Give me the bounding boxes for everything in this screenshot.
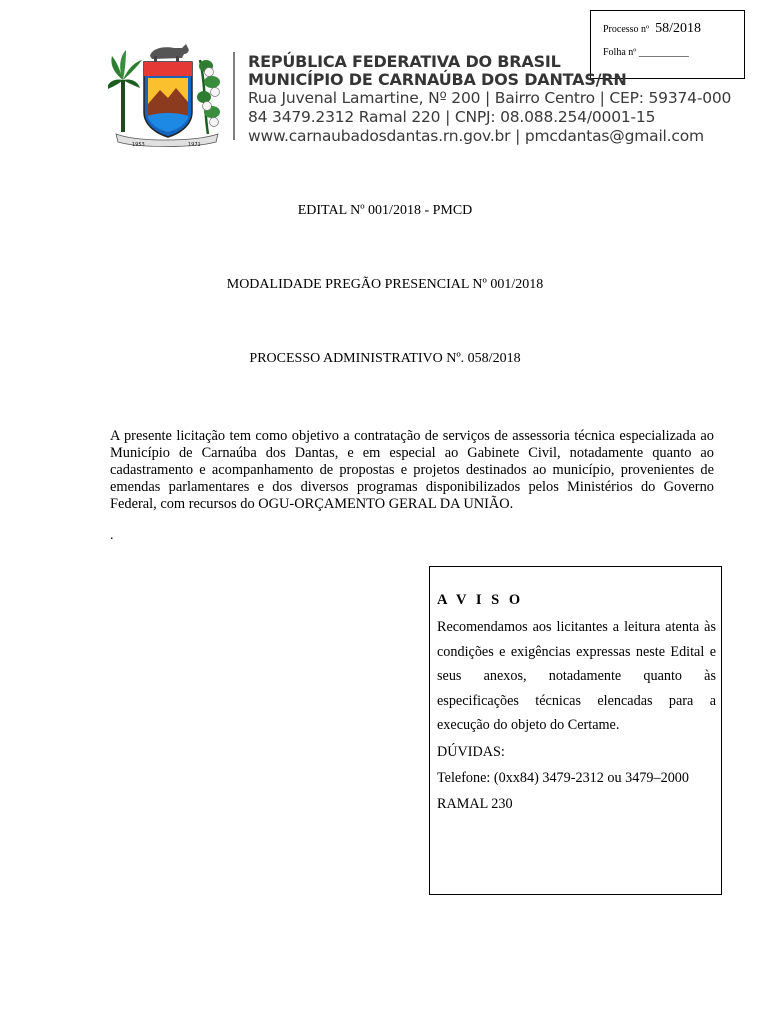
letterhead-municipality: MUNICÍPIO DE CARNAÚBA DOS DANTAS/RN — [248, 70, 627, 89]
modalidade-title: MODALIDADE PREGÃO PRESENCIAL Nº 001/2018 — [226, 277, 544, 292]
processo-title: PROCESSO ADMINISTRATIVO Nº. 058/2018 — [249, 351, 521, 366]
crest-year-left: 1953 — [132, 142, 145, 148]
trailing-dot: . — [110, 528, 114, 543]
municipal-crest-logo — [108, 42, 224, 150]
letterhead-website-email: www.carnaubadosdantas.rn.gov.br | pmcdantas@gmail.com — [248, 127, 704, 145]
aviso-title: A V I S O — [437, 592, 524, 608]
cotton-branch-icon — [197, 60, 220, 134]
aviso-text: Recomendamos aos licitantes a leitura atenta às condições e exigências expressas neste Edital e seus anexos, notadamente quanto às especificações técnicas elencadas para a execução do objeto do Certame. — [437, 619, 716, 733]
process-number: 58/2018 — [655, 21, 702, 36]
aviso-content — [437, 592, 716, 816]
folha-label: Folha nº __________ — [603, 47, 689, 58]
bull-icon — [150, 44, 189, 62]
process-number-line — [603, 19, 701, 37]
crest-year-right: 1971 — [188, 142, 201, 148]
letterhead — [248, 53, 731, 146]
edital-title: EDITAL Nº 001/2018 - PMCD — [297, 203, 473, 218]
letterhead-phone-cnpj: 84 3479.2312 Ramal 220 | CNPJ: 08.088.254/0001-15 — [248, 108, 656, 126]
aviso-ramal: RAMAL 230 — [437, 795, 513, 812]
aviso-box — [429, 566, 722, 895]
shield-icon — [144, 62, 192, 137]
letterhead-republic: REPÚBLICA FEDERATIVA DO BRASIL — [248, 52, 561, 71]
aviso-telefone: Telefone: (0xx84) 3479-2312 ou 3479–2000 — [437, 769, 689, 786]
aviso-duvidas: DÚVIDAS: — [437, 743, 505, 760]
letterhead-address: Rua Juvenal Lamartine, Nº 200 | Bairro Centro | CEP: 59374-000 — [248, 89, 732, 107]
process-label: Processo nº — [603, 24, 650, 35]
palm-tree-icon — [108, 50, 142, 132]
header-divider — [233, 52, 235, 140]
object-paragraph: A presente licitação tem como objetivo a contratação de serviços de assessoria técnica especializada ao Município de Carnaúba dos Dantas, e em especial ao Gabinete Civil, notadamente quanto ao cadastramento e acompanhamento de propostas e projetos destinados ao município, provenientes de emendas parlamentares e dos diversos programas disponibilizados pelos Ministérios do Governo Federal, com recursos do OGU-ORÇAMENTO GERAL DA UNIÃO. — [110, 428, 714, 512]
